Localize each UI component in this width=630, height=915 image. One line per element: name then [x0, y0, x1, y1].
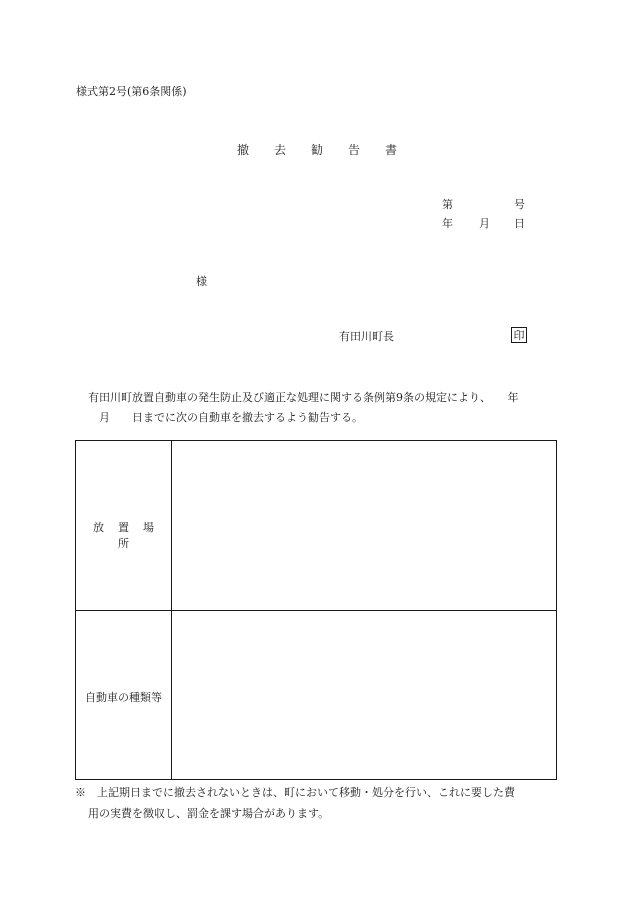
date-day: 日: [514, 217, 525, 230]
title-char: 撤: [237, 143, 250, 157]
vehicle-type-value-cell[interactable]: [172, 611, 557, 779]
addressee-honorific: 様: [196, 275, 207, 288]
title-char: 勧: [311, 143, 324, 157]
doc-number-prefix: 第: [442, 198, 453, 211]
label-char: 場: [143, 521, 154, 534]
date-month: 月: [479, 217, 490, 230]
label-char: 放: [93, 521, 104, 534]
title-char: 去: [274, 143, 287, 157]
body-line: 月 日までに次の自動車を撤去するよう勧告する。: [99, 411, 363, 424]
label-char: 所: [118, 537, 129, 550]
seal-mark: 印: [511, 327, 527, 343]
location-label: [76, 519, 171, 551]
note-line: ※ 上記期日までに撤去されないときは、町において移動・処分を行い、これに要した費: [75, 786, 515, 799]
doc-number-suffix: 号: [514, 198, 525, 211]
date-year: 年: [442, 217, 453, 230]
label-char: 置: [118, 521, 129, 534]
form-number: 様式第2号(第6条関係): [76, 85, 187, 98]
title-char: 告: [348, 143, 361, 157]
form-table: [75, 440, 557, 780]
location-value-cell[interactable]: [172, 441, 557, 610]
body-paragraph: [75, 388, 555, 428]
issuer-name: 有田川町長: [339, 330, 394, 343]
document-title: [237, 144, 422, 156]
body-line: 有田川町放置自動車の発生防止及び適正な処理に関する条例第9条の規定により、 年: [88, 391, 519, 404]
title-char: 書: [385, 143, 398, 157]
note-line: 用の実費を徴収し、罰金を課す場合があります。: [88, 807, 330, 820]
vehicle-type-label: 自動車の種類等: [85, 691, 162, 704]
footnote: [75, 782, 515, 824]
